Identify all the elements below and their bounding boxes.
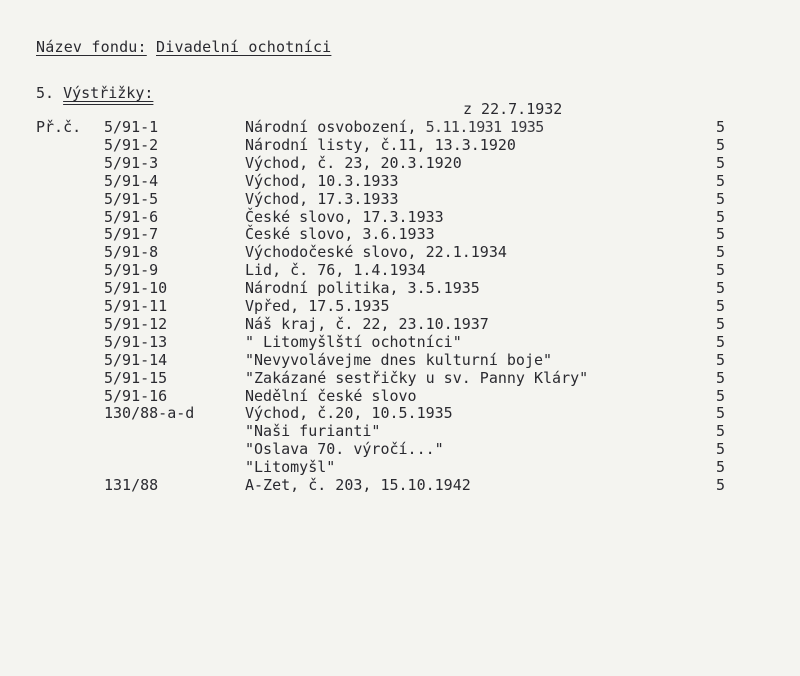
clipping-title — [245, 118, 544, 136]
signature: 131/88 — [104, 476, 159, 494]
list-item — [0, 190, 800, 208]
list-item — [0, 208, 800, 226]
clipping-title — [245, 440, 444, 458]
clipping-title — [245, 369, 588, 387]
item-count: 5 — [716, 422, 726, 441]
list-item — [0, 297, 800, 315]
clipping-title — [245, 297, 390, 315]
list-item — [0, 315, 800, 333]
clipping-title-text: Národní politika, 3.5.1935 — [245, 279, 480, 298]
fund-label: Název fondu: — [36, 38, 147, 56]
list-item — [0, 136, 800, 154]
list-item — [0, 154, 800, 172]
signature: 5/91-1 — [104, 118, 159, 136]
overtyped-text: 5.11.1931 1935 — [425, 118, 544, 136]
item-count: 5 — [716, 314, 726, 333]
item-count: 5 — [716, 189, 726, 208]
clipping-title — [245, 208, 444, 226]
clipping-title-text: České slovo, 17.3.1933 — [245, 207, 444, 226]
signature: 5/91-15 — [104, 368, 168, 387]
clipping-title-text: "Oslava 70. výročí..." — [245, 440, 444, 459]
item-count: 5 — [716, 225, 726, 244]
clipping-title-text: "Naši furianti" — [245, 422, 381, 441]
item-count: 5 — [716, 297, 726, 315]
clipping-title — [245, 136, 516, 154]
clipping-title — [245, 422, 380, 440]
clipping-title-text: Nedělní české slovo — [245, 386, 417, 405]
fund-heading — [36, 38, 331, 56]
signature: 5/91-6 — [104, 207, 159, 226]
item-count: 5 — [716, 368, 726, 387]
list-item — [0, 440, 800, 458]
signature: 5/91-16 — [104, 386, 168, 405]
list-item — [0, 387, 800, 405]
list-item — [0, 351, 800, 369]
clipping-title — [245, 404, 453, 422]
signature: 5/91-13 — [104, 332, 168, 351]
signature: 5/91-10 — [104, 279, 168, 298]
clipping-title — [245, 190, 399, 208]
clipping-title — [245, 351, 552, 369]
signature: 5/91-8 — [104, 243, 159, 262]
clipping-title — [245, 458, 335, 476]
date-note: z 22.7.1932 — [463, 100, 563, 118]
clipping-title — [245, 261, 426, 279]
signature: 5/91-2 — [104, 135, 159, 154]
clipping-title — [245, 154, 462, 172]
clipping-title-text: " Litomyšlští ochotníci" — [245, 332, 462, 351]
clipping-title — [245, 315, 489, 333]
clipping-title — [245, 243, 507, 261]
clipping-title — [245, 225, 435, 243]
fund-name: Divadelní ochotníci — [156, 38, 332, 56]
clipping-title-text: Národní osvobození, — [245, 118, 417, 136]
list-item — [0, 422, 800, 440]
clipping-title — [245, 476, 471, 494]
section-number: 5. — [36, 84, 55, 102]
item-count: 5 — [716, 279, 726, 298]
item-count: 5 — [716, 350, 726, 369]
clipping-title-text: Východočeské slovo, 22.1.1934 — [245, 243, 507, 262]
list-item — [0, 404, 800, 422]
signature: 5/91-14 — [104, 350, 168, 369]
item-count: 5 — [716, 153, 726, 172]
clipping-title-text: "Nevyvolávejme dnes kulturní boje" — [245, 350, 553, 369]
item-count: 5 — [716, 207, 726, 226]
signature: 5/91-5 — [104, 189, 159, 208]
item-count: 5 — [716, 386, 726, 405]
item-count: 5 — [716, 261, 726, 280]
clipping-title-text: Náš kraj, č. 22, 23.10.1937 — [245, 314, 489, 333]
list-item — [0, 243, 800, 261]
signature: 5/91-12 — [104, 314, 168, 333]
item-count: 5 — [716, 135, 726, 154]
clipping-title-text: Lid, č. 76, 1.4.1934 — [245, 261, 426, 280]
clipping-title-text: "Litomyšl" — [245, 458, 336, 477]
signature: 5/91-7 — [104, 225, 159, 244]
list-item — [0, 333, 800, 351]
prefix-label: Př.č. — [36, 118, 82, 136]
clipping-title — [245, 279, 480, 297]
list-item — [0, 476, 800, 494]
signature: 130/88-a-d — [104, 404, 195, 423]
item-count: 5 — [716, 404, 726, 423]
clipping-title-text: Východ, č.20, 10.5.1935 — [245, 404, 453, 423]
signature: 5/91-11 — [104, 297, 168, 315]
clipping-title-text: Východ, 17.3.1933 — [245, 189, 399, 208]
item-count: 5 — [716, 171, 726, 190]
signature: 5/91-9 — [104, 261, 159, 280]
clipping-title-text: Národní listy, č.11, 13.3.1920 — [245, 135, 516, 154]
list-item — [0, 369, 800, 387]
signature: 5/91-4 — [104, 171, 159, 190]
list-item — [0, 261, 800, 279]
clipping-title-text: A-Zet, č. 203, 15.10.1942 — [245, 476, 471, 494]
item-count: 5 — [716, 243, 726, 262]
item-count: 5 — [716, 118, 726, 136]
list-item — [0, 225, 800, 243]
section-title: Výstřižky: — [63, 84, 154, 102]
clipping-title-text: České slovo, 3.6.1933 — [245, 225, 435, 244]
signature: 5/91-3 — [104, 153, 159, 172]
list-item — [0, 458, 800, 476]
item-count: 5 — [716, 458, 726, 477]
clipping-title — [245, 172, 399, 190]
list-item — [0, 279, 800, 297]
section-heading — [36, 84, 153, 102]
clipping-title — [245, 333, 462, 351]
clipping-title-text: "Zakázané sestřičky u sv. Panny Kláry" — [245, 368, 589, 387]
item-count: 5 — [716, 332, 726, 351]
clipping-title-text: Východ, 10.3.1933 — [245, 171, 399, 190]
list-item — [0, 118, 800, 136]
item-count: 5 — [716, 440, 726, 459]
clipping-title — [245, 387, 417, 405]
list-item — [0, 172, 800, 190]
item-count: 5 — [716, 476, 726, 494]
clipping-title-text: Východ, č. 23, 20.3.1920 — [245, 153, 462, 172]
clipping-title-text: Vpřed, 17.5.1935 — [245, 297, 390, 315]
